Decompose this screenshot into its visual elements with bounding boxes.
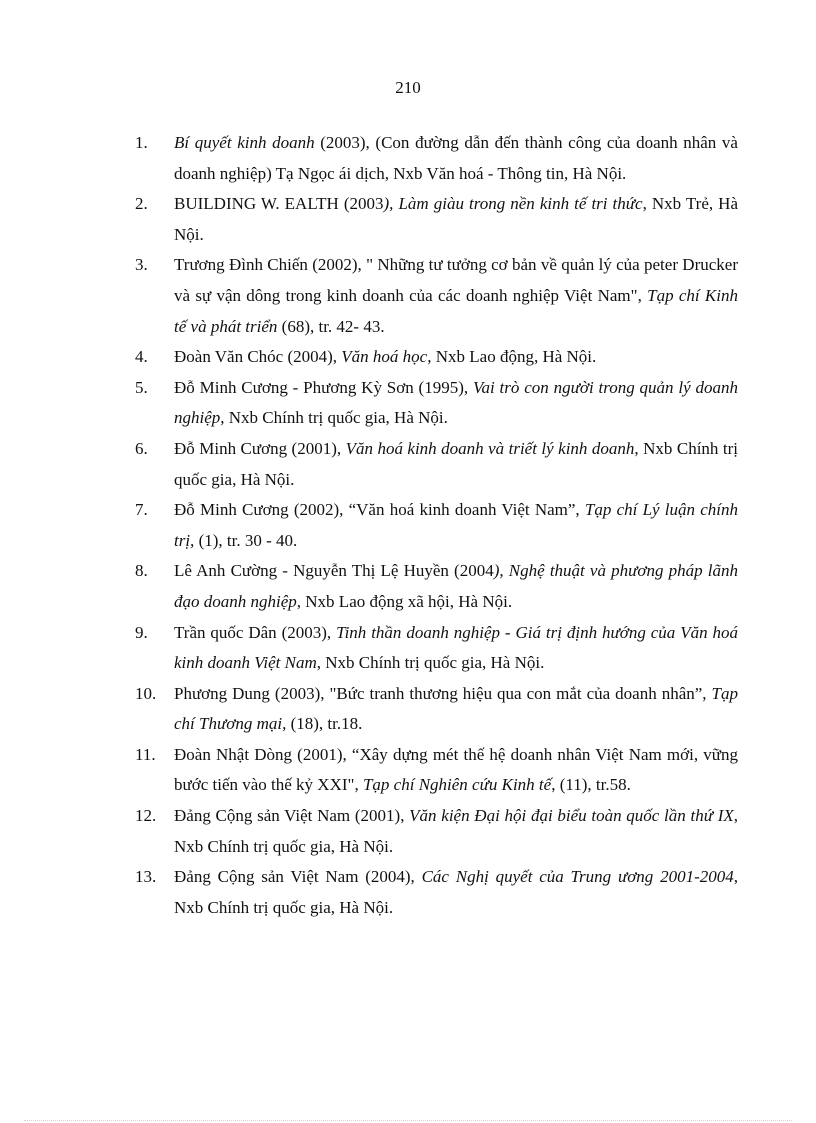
reference-text: [174, 801, 738, 862]
reference-text: [174, 128, 738, 189]
reference-item: [0, 618, 738, 679]
page-bottom-divider: [24, 1120, 792, 1121]
reference-text-segment: Đỗ Minh Cương (2001),: [174, 438, 346, 458]
reference-item: [0, 250, 738, 342]
reference-text-segment: (18), tr.18.: [286, 714, 363, 734]
reference-number: 6.: [135, 438, 148, 458]
reference-item: [0, 189, 738, 250]
reference-number: 5.: [135, 377, 148, 397]
reference-text-segment: Phương Dung (2003), "Bức tranh thương hiệu qua con mắt của doanh nhân”,: [174, 683, 712, 703]
reference-text: [174, 740, 738, 801]
reference-text-segment: Đảng Cộng sản Việt Nam (2001),: [174, 806, 410, 826]
reference-item: [0, 679, 738, 740]
reference-text-segment: Đảng Cộng sản Việt Nam (2004),: [174, 867, 422, 887]
reference-text-segment: Đoàn Văn Chóc (2004),: [174, 347, 342, 367]
reference-text-segment: (1), tr. 30 - 40.: [194, 530, 298, 550]
reference-title-italic: Văn hoá học: [341, 347, 428, 367]
reference-item: [0, 862, 738, 923]
reference-title-italic: Văn hoá kinh doanh và triết lý kinh doanh: [345, 438, 635, 458]
reference-item: [0, 434, 738, 495]
reference-title-italic: Tạp chí Thương mại,: [174, 683, 738, 734]
reference-text: [174, 495, 738, 556]
reference-title-italic: Văn kiện Đại hội đại biểu toàn quốc lần thứ IX: [409, 806, 734, 826]
reference-title-italic: Tạp chí Nghiên cứu Kinh tế: [362, 775, 552, 795]
reference-number: 10.: [135, 683, 157, 703]
reference-list: [0, 128, 816, 923]
reference-text-segment: (2003), (Con đường dẫn đến thành công của doanh nhân và doanh nghiệp) Tạ Ngọc ái dịch, Nxb Văn hoá - Thông tin, Hà Nội.: [174, 133, 738, 183]
reference-text-segment: Đỗ Minh Cương (2002), “Văn hoá kinh doanh Việt Nam”,: [174, 500, 585, 520]
reference-number: 1.: [135, 133, 148, 152]
reference-number: 8.: [135, 561, 148, 581]
reference-title-italic: ), Nghệ thuật và phương pháp lãnh đạo doanh nghiệp: [174, 561, 739, 611]
reference-number: 11.: [135, 744, 156, 764]
page-number: 210: [395, 78, 421, 97]
reference-text: [174, 250, 738, 342]
reference-text-segment: Lê Anh Cường - Nguyễn Thị Lệ Huyền (2004: [174, 561, 494, 581]
reference-text-segment: , Nxb Trẻ, Hà Nội.: [174, 194, 738, 244]
reference-text-segment: , Nxb Chính trị quốc gia, Hà Nội.: [174, 438, 738, 489]
reference-text: [174, 679, 738, 740]
reference-number: 7.: [135, 500, 148, 520]
reference-item: [0, 128, 738, 189]
reference-number: 13.: [135, 867, 157, 887]
reference-text-segment: (68), tr. 42- 43.: [277, 316, 385, 336]
reference-title-italic: Tạp chí Lý luận chính trị,: [174, 500, 739, 550]
reference-title-italic: Tạp chí Kinh tế và phát triển: [174, 285, 738, 336]
reference-text-segment: , Nxb Chính trị quốc gia, Hà Nội.: [174, 867, 738, 917]
reference-text-segment: Đoàn Nhật Dòng (2001), “Xây dựng mét thế hệ doanh nhân Việt Nam mới, vững bước tiến vào thế kỷ XXI",: [174, 744, 738, 795]
reference-text: [174, 434, 738, 495]
reference-number: 9.: [135, 622, 148, 642]
reference-item: [0, 556, 738, 617]
reference-number: 4.: [135, 347, 148, 367]
reference-title-italic: Bí quyết kinh doanh: [174, 133, 315, 152]
reference-text-segment: , Nxb Chính trị quốc gia, Hà Nội.: [220, 408, 448, 428]
reference-item: [0, 342, 738, 373]
reference-text-segment: Trương Đình Chiến (2002), " Những tư tưởng cơ bản về quản lý của peter Drucker và sự vận dông trong kinh doanh của các doanh nghiệp Việt Nam",: [174, 255, 738, 305]
reference-text-segment: , Nxb Chính trị quốc gia, Hà Nội.: [316, 653, 545, 673]
reference-text: [174, 618, 738, 679]
reference-title-italic: Tinh thần doanh nghiệp - Giá trị định hướng của Văn hoá kinh doanh Việt Nam: [174, 622, 738, 673]
reference-item: [0, 740, 738, 801]
reference-item: [0, 801, 738, 862]
reference-title-italic: Vai trò con người trong quản lý doanh nghiệp: [174, 377, 738, 428]
reference-title-italic: ), Làm giàu trong nền kinh tế tri thức: [383, 194, 643, 214]
reference-text: [174, 862, 738, 923]
reference-text-segment: , Nxb Lao động, Hà Nội.: [427, 347, 597, 367]
reference-text-segment: , Nxb Chính trị quốc gia, Hà Nội.: [174, 806, 738, 856]
reference-text-segment: BUILDING W. EALTH (2003: [174, 194, 384, 214]
reference-title-italic: Các Nghị quyết của Trung ương 2001-2004: [421, 867, 734, 887]
reference-item: [0, 495, 738, 556]
reference-text: [174, 189, 738, 250]
reference-number: 3.: [135, 255, 148, 275]
reference-item: [0, 373, 738, 434]
reference-text: [174, 556, 738, 617]
reference-text-segment: Trần quốc Dân (2003),: [174, 622, 337, 642]
reference-text: [174, 373, 738, 434]
reference-text-segment: Đỗ Minh Cương - Phương Kỳ Sơn (1995),: [174, 377, 473, 397]
reference-number: 12.: [135, 806, 157, 826]
reference-text: [174, 342, 738, 373]
reference-number: 2.: [135, 194, 148, 214]
reference-text-segment: , Nxb Lao động xã hội, Hà Nội.: [296, 591, 513, 611]
reference-text-segment: , (11), tr.58.: [551, 775, 631, 795]
